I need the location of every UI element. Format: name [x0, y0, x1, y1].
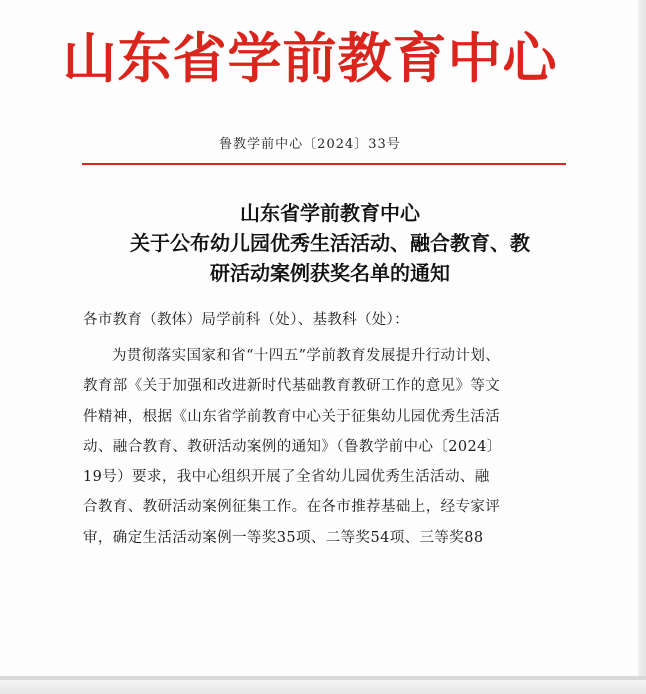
- title-line-3: 研活动案例获奖名单的通知: [210, 261, 450, 285]
- body-line: 审，确定生活活动案例一等奖35项、二等奖54项、三等奖88: [83, 529, 484, 546]
- body-text: [83, 341, 573, 553]
- body-line: 为贯彻落实国家和省“十四五”学前教育发展提升行动计划、: [112, 348, 501, 364]
- page-right-edge: [638, 0, 646, 694]
- body-line: 件精神，根据《山东省学前教育中心关于征集幼儿园优秀生活活: [83, 408, 501, 425]
- body-line: 动、融合教育、教研活动案例的通知》（鲁教学前中心〔2024〕: [83, 438, 502, 455]
- masthead-title: 山东省学前教育中心: [62, 26, 558, 90]
- document-number: 鲁教学前中心〔2024〕33号: [219, 137, 401, 152]
- notice-title: [70, 198, 590, 288]
- title-line-1: 山东省学前教育中心: [240, 201, 420, 225]
- red-divider-line: [82, 163, 566, 165]
- body-line: 19号）要求，我中心组织开展了全省幼儿园优秀生活活动、融: [83, 469, 490, 486]
- page-bottom-edge: [0, 680, 646, 694]
- title-line-2: 关于公布幼儿园优秀生活活动、融合教育、教: [130, 231, 530, 255]
- salutation: 各市教育（教体）局学前科（处）、基教科（处）：: [83, 312, 409, 328]
- body-line: 教育部《关于加强和改进新时代基础教育教研工作的意见》等文: [83, 378, 501, 395]
- body-line: 合教育、教研活动案例征集工作。在各市推荐基础上，经专家评: [83, 499, 501, 516]
